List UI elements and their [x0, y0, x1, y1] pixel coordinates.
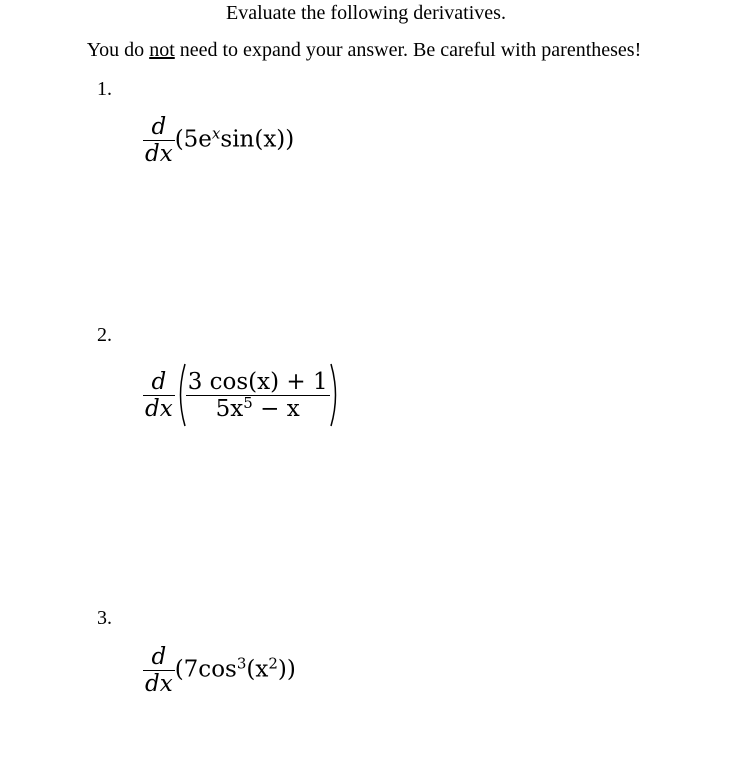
denominator-exponent: 5	[243, 393, 253, 412]
dx-denominator: dx	[145, 671, 173, 697]
expr-close: ))	[277, 656, 296, 683]
denominator-rest: − x	[252, 395, 300, 422]
expr-rest: sin(x))	[220, 126, 295, 153]
denominator	[186, 393, 330, 422]
d-numerator: d	[151, 644, 167, 670]
cos-exponent: 3	[236, 654, 247, 673]
expr-open: (7cos	[174, 656, 237, 683]
problem-1-number: 1.	[97, 78, 112, 100]
derivative-operator	[143, 369, 175, 422]
problem-2-number: 2.	[97, 324, 112, 346]
x-exponent: 2	[268, 654, 278, 673]
instructions	[0, 39, 728, 62]
problem-1-expression	[143, 114, 294, 167]
instruction-emphasis: not	[149, 39, 175, 61]
instruction-text-before: You do	[86, 39, 150, 61]
dx-denominator: dx	[145, 141, 173, 167]
d-numerator: d	[151, 368, 167, 395]
problem-3-expression	[143, 644, 296, 697]
expr-mid: (x	[246, 656, 269, 683]
right-paren	[330, 362, 341, 428]
page-title: Evaluate the following derivatives.	[226, 2, 506, 24]
rational-expression	[186, 369, 330, 422]
problem-2-expression	[143, 362, 341, 428]
instruction-text-after: need to expand your answer. Be careful with parentheses!	[174, 39, 642, 61]
dx-denominator: dx	[145, 395, 173, 422]
problem-3-number: 3.	[97, 607, 112, 629]
denominator-base: 5x	[215, 395, 244, 422]
numerator: 3 cos(x) + 1	[187, 368, 328, 395]
d-numerator: d	[151, 114, 167, 140]
derivative-operator	[143, 644, 175, 697]
expr-exponent: x	[211, 124, 221, 143]
expr-open: (5e	[174, 126, 212, 153]
left-paren	[175, 362, 186, 428]
derivative-operator	[143, 114, 175, 167]
